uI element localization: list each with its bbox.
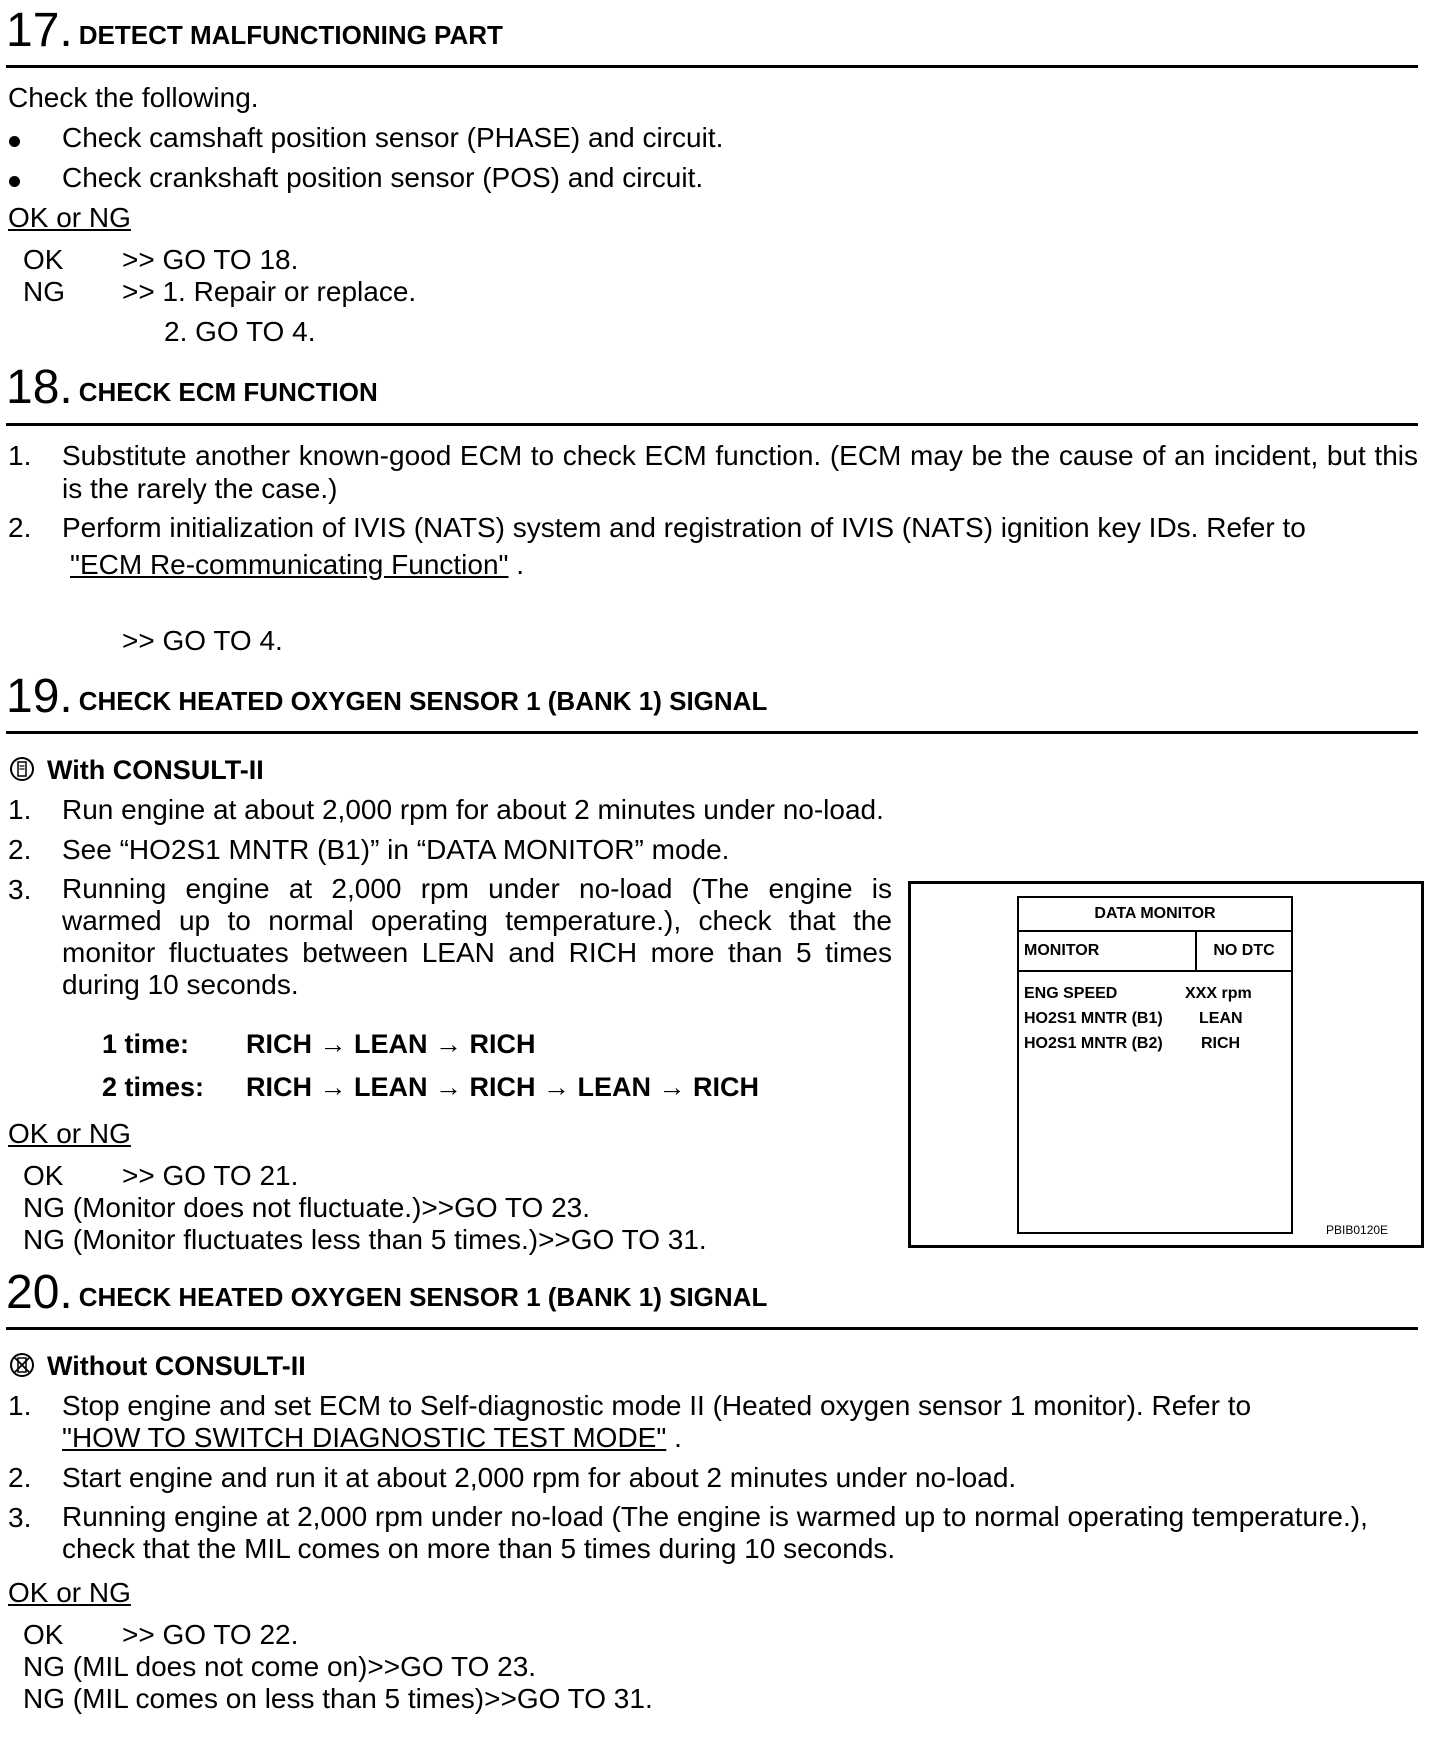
step-number: 19. <box>6 670 73 723</box>
ok-or-ng-label: OK or NG <box>8 1577 131 1608</box>
ok-result: >> GO TO 21. <box>122 1160 299 1191</box>
step-title: CHECK HEATED OXYGEN SENSOR 1 (BANK 1) SIGNAL <box>78 686 768 716</box>
monitor-row-label: HO2S1 MNTR (B1) <box>1024 1010 1163 1027</box>
step-number: 18. <box>6 361 73 414</box>
section-divider <box>6 731 1418 734</box>
ng-result-few-fluctuations: NG (Monitor fluctuates less than 5 times.)>>GO TO 31. <box>23 1224 707 1255</box>
step-title: CHECK HEATED OXYGEN SENSOR 1 (BANK 1) SIGNAL <box>78 1282 768 1312</box>
diagnostic-mode-reference: "HOW TO SWITCH DIAGNOSTIC TEST MODE" . <box>62 1422 682 1453</box>
ng-result-mil-few: NG (MIL comes on less than 5 times)>>GO TO 31. <box>23 1683 653 1714</box>
ok-key: OK <box>23 1619 64 1650</box>
without-consult-heading: Without CONSULT-II <box>47 1351 306 1381</box>
step-18-header <box>6 363 378 419</box>
section-divider <box>6 1327 1418 1330</box>
ok-result: >> GO TO 18. <box>122 244 299 275</box>
monitor-row-value: XXX rpm <box>1185 985 1252 1002</box>
instruction-text: Perform initialization of IVIS (NATS) system and registration of IVIS (NATS) ignition key IDs. Refer to <box>62 512 1306 543</box>
ng-key: NG <box>23 276 65 307</box>
instruction-text: Start engine and run it at about 2,000 rpm for about 2 minutes under no-load. <box>62 1462 1017 1493</box>
instruction-text: Running engine at 2,000 rpm under no-load (The engine is warmed up to normal operating temperature.), check that the MIL comes on more than 5 times during 10 seconds. <box>62 1501 1368 1564</box>
ng-result-step2: 2. GO TO 4. <box>164 316 316 347</box>
header-divider <box>1019 970 1291 972</box>
switch-diagnostic-test-mode-link[interactable]: "HOW TO SWITCH DIAGNOSTIC TEST MODE" <box>62 1422 667 1453</box>
cycle-1-label: 1 time: <box>102 1029 190 1059</box>
step-title: DETECT MALFUNCTIONING PART <box>78 20 503 50</box>
bullet-item: Check crankshaft position sensor (POS) and circuit. <box>62 162 704 193</box>
monitor-row-value: RICH <box>1201 1035 1241 1052</box>
section-divider <box>6 423 1418 426</box>
bullet-icon <box>9 136 20 147</box>
monitor-row-label: HO2S1 MNTR (B2) <box>1024 1035 1163 1052</box>
item-number: 2. <box>8 834 32 865</box>
monitor-row-label: ENG SPEED <box>1024 985 1118 1002</box>
step-20-header <box>6 1268 767 1324</box>
item-number: 1. <box>8 1390 32 1421</box>
monitor-column-label: MONITOR <box>1024 942 1100 959</box>
instruction-text: Stop engine and set ECM to Self-diagnostic mode II (Heated oxygen sensor 1 monitor). Refer to <box>62 1390 1252 1421</box>
data-monitor-figure <box>908 881 1424 1248</box>
item-number: 1. <box>8 440 32 471</box>
cycle-2-sequence: RICH → LEAN → RICH → LEAN → RICH <box>246 1072 759 1102</box>
instruction-text: Run engine at about 2,000 rpm for about 2 minutes under no-load. <box>62 794 884 825</box>
with-consult-heading: With CONSULT-II <box>47 755 264 785</box>
figure-code: PBIB0120E <box>1326 1223 1389 1237</box>
ng-result-mil-off: NG (MIL does not come on)>>GO TO 23. <box>23 1651 537 1682</box>
step-17-intro: Check the following. <box>8 82 259 113</box>
item-number: 1. <box>8 794 32 825</box>
ok-or-ng-label: OK or NG <box>8 202 131 233</box>
ok-key: OK <box>23 1160 64 1191</box>
goto-result: >> GO TO 4. <box>122 625 283 656</box>
step-19-header <box>6 672 767 728</box>
ng-result: >> 1. Repair or replace. <box>122 276 417 307</box>
no-consult-icon <box>10 1353 34 1377</box>
monitor-row-value: LEAN <box>1199 1010 1243 1027</box>
monitor-status: NO DTC <box>1213 942 1275 959</box>
ecm-recommunicating-reference: "ECM Re-communicating Function" . <box>70 549 525 580</box>
cycle-1-sequence: RICH → LEAN → RICH <box>246 1029 536 1059</box>
item-number: 2. <box>8 512 32 543</box>
data-monitor-screen <box>1017 896 1293 1234</box>
ok-or-ng-label: OK or NG <box>8 1118 131 1149</box>
instruction-text: Running engine at 2,000 rpm under no-load (The engine is warmed up to normal operating temperature.), check that the monitor fluctuates between LEAN and RICH more than 5 times during 10 seconds. <box>62 873 892 1000</box>
monitor-title: DATA MONITOR <box>1019 898 1291 932</box>
bullet-item: Check camshaft position sensor (PHASE) and circuit. <box>62 122 724 153</box>
ng-result-no-fluctuation: NG (Monitor does not fluctuate.)>>GO TO 23. <box>23 1192 591 1223</box>
step-number: 20. <box>6 1266 73 1319</box>
instruction-text: Substitute another known-good ECM to check ECM function. (ECM may be the cause of an incident, but this is the rarely the case.) <box>62 440 1418 504</box>
step-number: 17. <box>6 4 73 57</box>
step-17-header <box>6 6 503 62</box>
ecm-recommunicating-link[interactable]: "ECM Re-communicating Function" <box>70 549 509 580</box>
section-divider <box>6 65 1418 68</box>
item-number: 3. <box>8 1502 32 1533</box>
cycle-2-label: 2 times: <box>102 1072 205 1102</box>
step-title: CHECK ECM FUNCTION <box>78 377 378 407</box>
ok-key: OK <box>23 244 64 275</box>
bullet-icon <box>9 176 20 187</box>
item-number: 3. <box>8 874 32 905</box>
consult-ii-icon <box>10 757 34 781</box>
item-number: 2. <box>8 1462 32 1493</box>
instruction-text: See “HO2S1 MNTR (B1)” in “DATA MONITOR” mode. <box>62 834 730 865</box>
ok-result: >> GO TO 22. <box>122 1619 299 1650</box>
